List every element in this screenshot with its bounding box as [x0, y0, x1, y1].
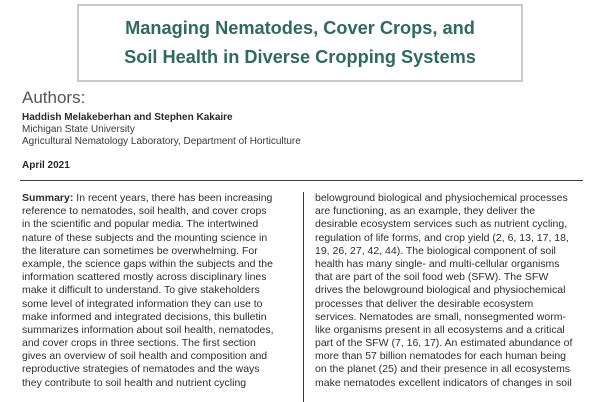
summary-left-column: [22, 192, 292, 390]
body-line: processes that deliver the desirable ecosystem: [315, 297, 534, 310]
body-line: make nematodes excellent indicators of changes in soil: [315, 376, 572, 389]
body-line: belowground biological and physiochemical processes: [315, 192, 568, 204]
summary-label: Summary:: [22, 192, 74, 204]
affiliation-lab: Agricultural Nematology Laboratory, Department of Horticulture: [22, 136, 301, 147]
body-line: services. Nematodes are small, nonsegmented worm-: [315, 310, 566, 323]
column-divider: [303, 192, 304, 402]
summary-line: reproductive strategies of nematodes and the ways: [22, 363, 260, 376]
title-line-2: Soil Health in Diverse Cropping Systems: [124, 47, 476, 67]
title-box: [77, 4, 523, 82]
body-line: more than 57 billion nematodes for each human being: [315, 350, 566, 363]
summary-line: information scattered mostly across disciplinary lines: [22, 271, 267, 284]
body-line: part of the SFW (7, 16, 17). An estimated abundance of: [315, 337, 573, 350]
summary-line: reference to nematodes, soil health, and cover crops: [22, 205, 267, 218]
summary-line: and cover crops in three sections. The first section: [22, 337, 256, 350]
body-line: are functioning, as an example, they deliver the: [315, 205, 536, 218]
summary-line: some level of integrated information they can use to: [22, 297, 263, 310]
body-line: health has many single- and multi-cellular organisms: [315, 257, 560, 270]
summary-line: example, the science gaps within the subjects and the: [22, 257, 273, 270]
summary-first-line: [22, 192, 292, 205]
body-line: like organisms present in all ecosystems and a critical: [315, 323, 565, 336]
section-divider: [20, 180, 583, 181]
summary-line: gives an overview of soil health and composition and: [22, 350, 268, 363]
summary-line: nature of these subjects and the mounting science in: [22, 231, 268, 244]
summary-line: they contribute to soil health and nutrient cycling: [22, 376, 247, 389]
summary-line: In recent years, there has been increasing: [73, 192, 273, 204]
affiliation-university: Michigan State University: [22, 124, 135, 135]
summary-line: the literature can sometimes be overwhelming. For: [22, 244, 258, 257]
summary-line: summarizes information about soil health, nematodes,: [22, 323, 274, 336]
summary-line: make informed and integrated decisions, this bulletin: [22, 310, 267, 323]
body-line: desirable ecosystem services such as nutrient cycling,: [315, 218, 568, 231]
publication-date: April 2021: [22, 160, 70, 171]
body-line: on the planet (25) and their presence in all ecosystems: [315, 363, 571, 376]
body-line: 19, 26, 27, 42, 44). The biological component of soil: [315, 244, 556, 257]
summary-line: make it difficult to understand. To give stakeholders: [22, 284, 260, 297]
body-line: regulation of life forms, and crop yield (2, 6, 13, 17, 18,: [315, 231, 569, 244]
summary-line: in the scientific and popular media. The intertwined: [22, 218, 259, 231]
body-line: drives the belowground biological and physiochemical: [315, 284, 566, 297]
body-line: that are part of the soil food web (SFW). The SFW: [315, 271, 549, 284]
authors-heading: Authors:: [22, 88, 86, 107]
title-line-1: Managing Nematodes, Cover Crops, and: [125, 18, 475, 38]
body-right-column: [315, 192, 595, 390]
author-names: Haddish Melakeberhan and Stephen Kakaire: [22, 112, 233, 123]
